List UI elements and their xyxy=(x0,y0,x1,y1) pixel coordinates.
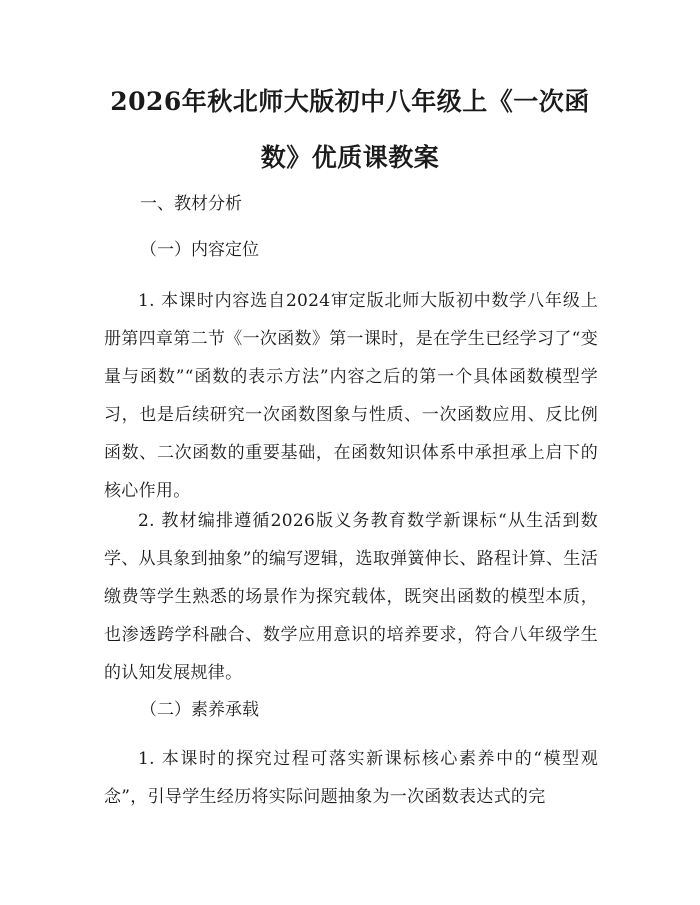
document-title: 2026年秋北师大版初中八年级上《一次函数》优质课教案 xyxy=(110,87,590,172)
paragraph-content-positioning-1: 1. 本课时内容选自2024审定版北师大版初中数学八年级上册第四章第二节《一次函数》第一课时，是在学生已经学习了“变量与函数”“函数的表示方法”内容之后的第一个具体函数模型学习，也是后续研究一次函数图象与性质、一次函数应用、反比例函数、二次函数的重要基础，在函数知识体系中承担承上启下的核心作用。 xyxy=(104,291,598,501)
paragraph-literacy-1: 1. 本课时的探究过程可落实新课标核心素养中的“模型观念”，引导学生经历将实际问题抽象为一次函数表达式的完 xyxy=(104,749,598,807)
subsection-heading-content-positioning: （一）内容定位 xyxy=(140,240,259,260)
paragraph-content-positioning-2: 2. 教材编排遵循2026版义务教育数学新课标“从生活到数学、从具象到抽象”的编写逻辑，选取弹簧伸长、路程计算、生活缴费等学生熟悉的场景作为探究载体，既突出函数的模型本质，也渗透跨学科融合、数学应用意识的培养要求，符合八年级学生的认知发展规律。 xyxy=(104,511,598,683)
subsection-heading-literacy: （二）素养承载 xyxy=(140,700,259,720)
section-heading-textbook-analysis: 一、教材分析 xyxy=(140,194,242,214)
